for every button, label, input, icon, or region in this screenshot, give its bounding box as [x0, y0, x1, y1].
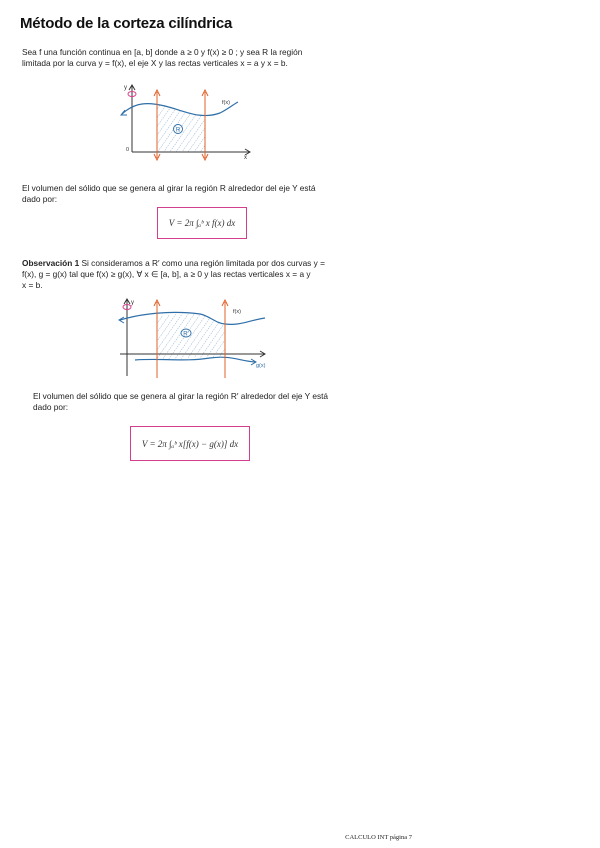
volume-1-paragraph	[22, 183, 367, 205]
figure-2-shell-method-two-curves	[115, 296, 270, 381]
f-curve-label: f(x)	[222, 100, 230, 106]
intro-line-1: Sea f una función continua en [a, b] donde a ≥ 0 y f(x) ≥ 0 ; y sea R la región	[22, 47, 303, 57]
curve-g	[135, 357, 255, 362]
observation-line-1: Si consideramos a R′ como una región limitada por dos curvas y =	[81, 258, 325, 268]
formula-2: V = 2π ∫ₐᵇ x[f(x) − g(x)] dx	[141, 438, 239, 449]
y-axis-label-2: y	[131, 300, 134, 306]
formula-box-1	[157, 207, 247, 239]
volume-1-line-1: El volumen del sólido que se genera al girar la región R alrededor del eje Y está	[22, 183, 316, 193]
region-r-shading	[157, 105, 205, 152]
intro-line-2: limitada por la curva y = f(x), el eje X y las rectas verticales x = a y x = b.	[22, 58, 288, 68]
page-footer: CALCULO INT página 7	[345, 834, 412, 841]
volume-2-line-1: El volumen del sólido que se genera al girar la región R′ alrededor del eje Y está	[33, 391, 329, 401]
observation-paragraph	[22, 258, 367, 291]
figure-1-shell-method	[110, 80, 260, 162]
observation-heading: Observación 1	[22, 258, 80, 268]
page-title: Método de la corteza cilíndrica	[20, 15, 233, 32]
x-axis-label: x	[244, 155, 247, 161]
observation-line-2: f(x), g = g(x) tal que f(x) ≥ g(x), ∀ x ∈ [a, b], a ≥ 0 y las rectas verticales x = a y	[22, 269, 311, 279]
formula-box-2	[130, 426, 250, 461]
f-curve-label-2: f(x)	[233, 309, 241, 315]
volume-1-line-2: dado por:	[22, 194, 58, 204]
g-curve-label: g(x)	[256, 363, 266, 369]
region-r-prime-label: R′	[183, 331, 189, 338]
region-r-label: R	[175, 127, 181, 134]
volume-2-paragraph	[33, 391, 368, 413]
intro-paragraph	[22, 47, 367, 69]
volume-2-line-2: dado por:	[33, 402, 69, 412]
origin-label: 0	[126, 147, 130, 153]
y-axis-label: y	[124, 85, 127, 91]
formula-1: V = 2π ∫ₐᵇ x f(x) dx	[168, 218, 236, 228]
observation-line-3: x = b.	[22, 280, 43, 290]
